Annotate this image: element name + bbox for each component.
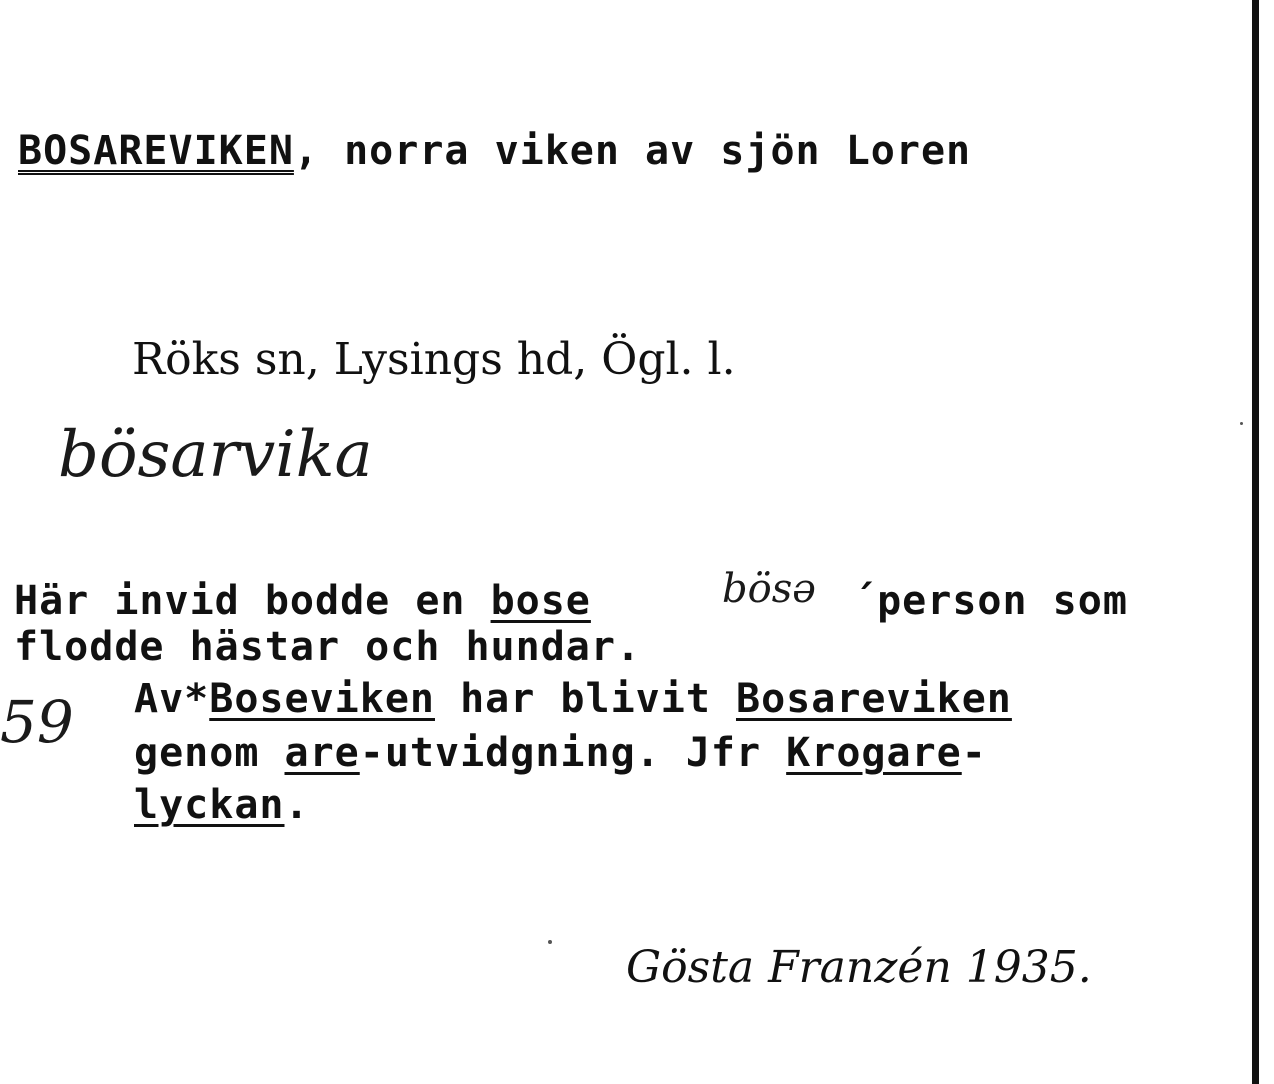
body-text: - bbox=[961, 730, 987, 776]
bose-handwritten: bösə bbox=[722, 566, 816, 612]
word-bosareviken: Bosareviken bbox=[735, 676, 1012, 722]
margin-number: 59 bbox=[0, 688, 74, 756]
body-line-5 bbox=[134, 782, 310, 828]
body-text: . bbox=[284, 782, 310, 828]
word-lyckan: lyckan bbox=[134, 782, 285, 828]
card-edge bbox=[1252, 0, 1259, 1084]
headword-line bbox=[18, 128, 971, 174]
body-line-4 bbox=[134, 730, 987, 776]
speck bbox=[1240, 422, 1243, 425]
headword: BOSAREVIKEN bbox=[18, 128, 294, 174]
body-line-2: flodde hästar och hundar. bbox=[14, 624, 642, 670]
word-krogare: Krogare bbox=[786, 730, 962, 776]
body-text: har blivit bbox=[435, 676, 736, 722]
pronunciation-handwritten: bösarvika bbox=[58, 418, 373, 492]
body-text: genom bbox=[134, 730, 285, 776]
word-are: are bbox=[284, 730, 360, 776]
body-text: Av* bbox=[134, 676, 210, 722]
speck bbox=[548, 940, 552, 944]
location: Röks sn, Lysings hd, Ögl. l. bbox=[132, 334, 736, 385]
body-line-3 bbox=[134, 676, 1012, 722]
word-boseviken: Boseviken bbox=[209, 676, 435, 722]
body-text: Här invid bodde en bbox=[14, 578, 491, 624]
body-text: -utvidgning. Jfr bbox=[359, 730, 787, 776]
body-line-1 bbox=[14, 578, 591, 624]
signature: Gösta Franzén 1935. bbox=[626, 942, 1092, 993]
body-line-1-end: ´person som bbox=[852, 578, 1128, 624]
definition: , norra viken av sjön Loren bbox=[293, 128, 972, 174]
word-bose: bose bbox=[490, 578, 591, 624]
